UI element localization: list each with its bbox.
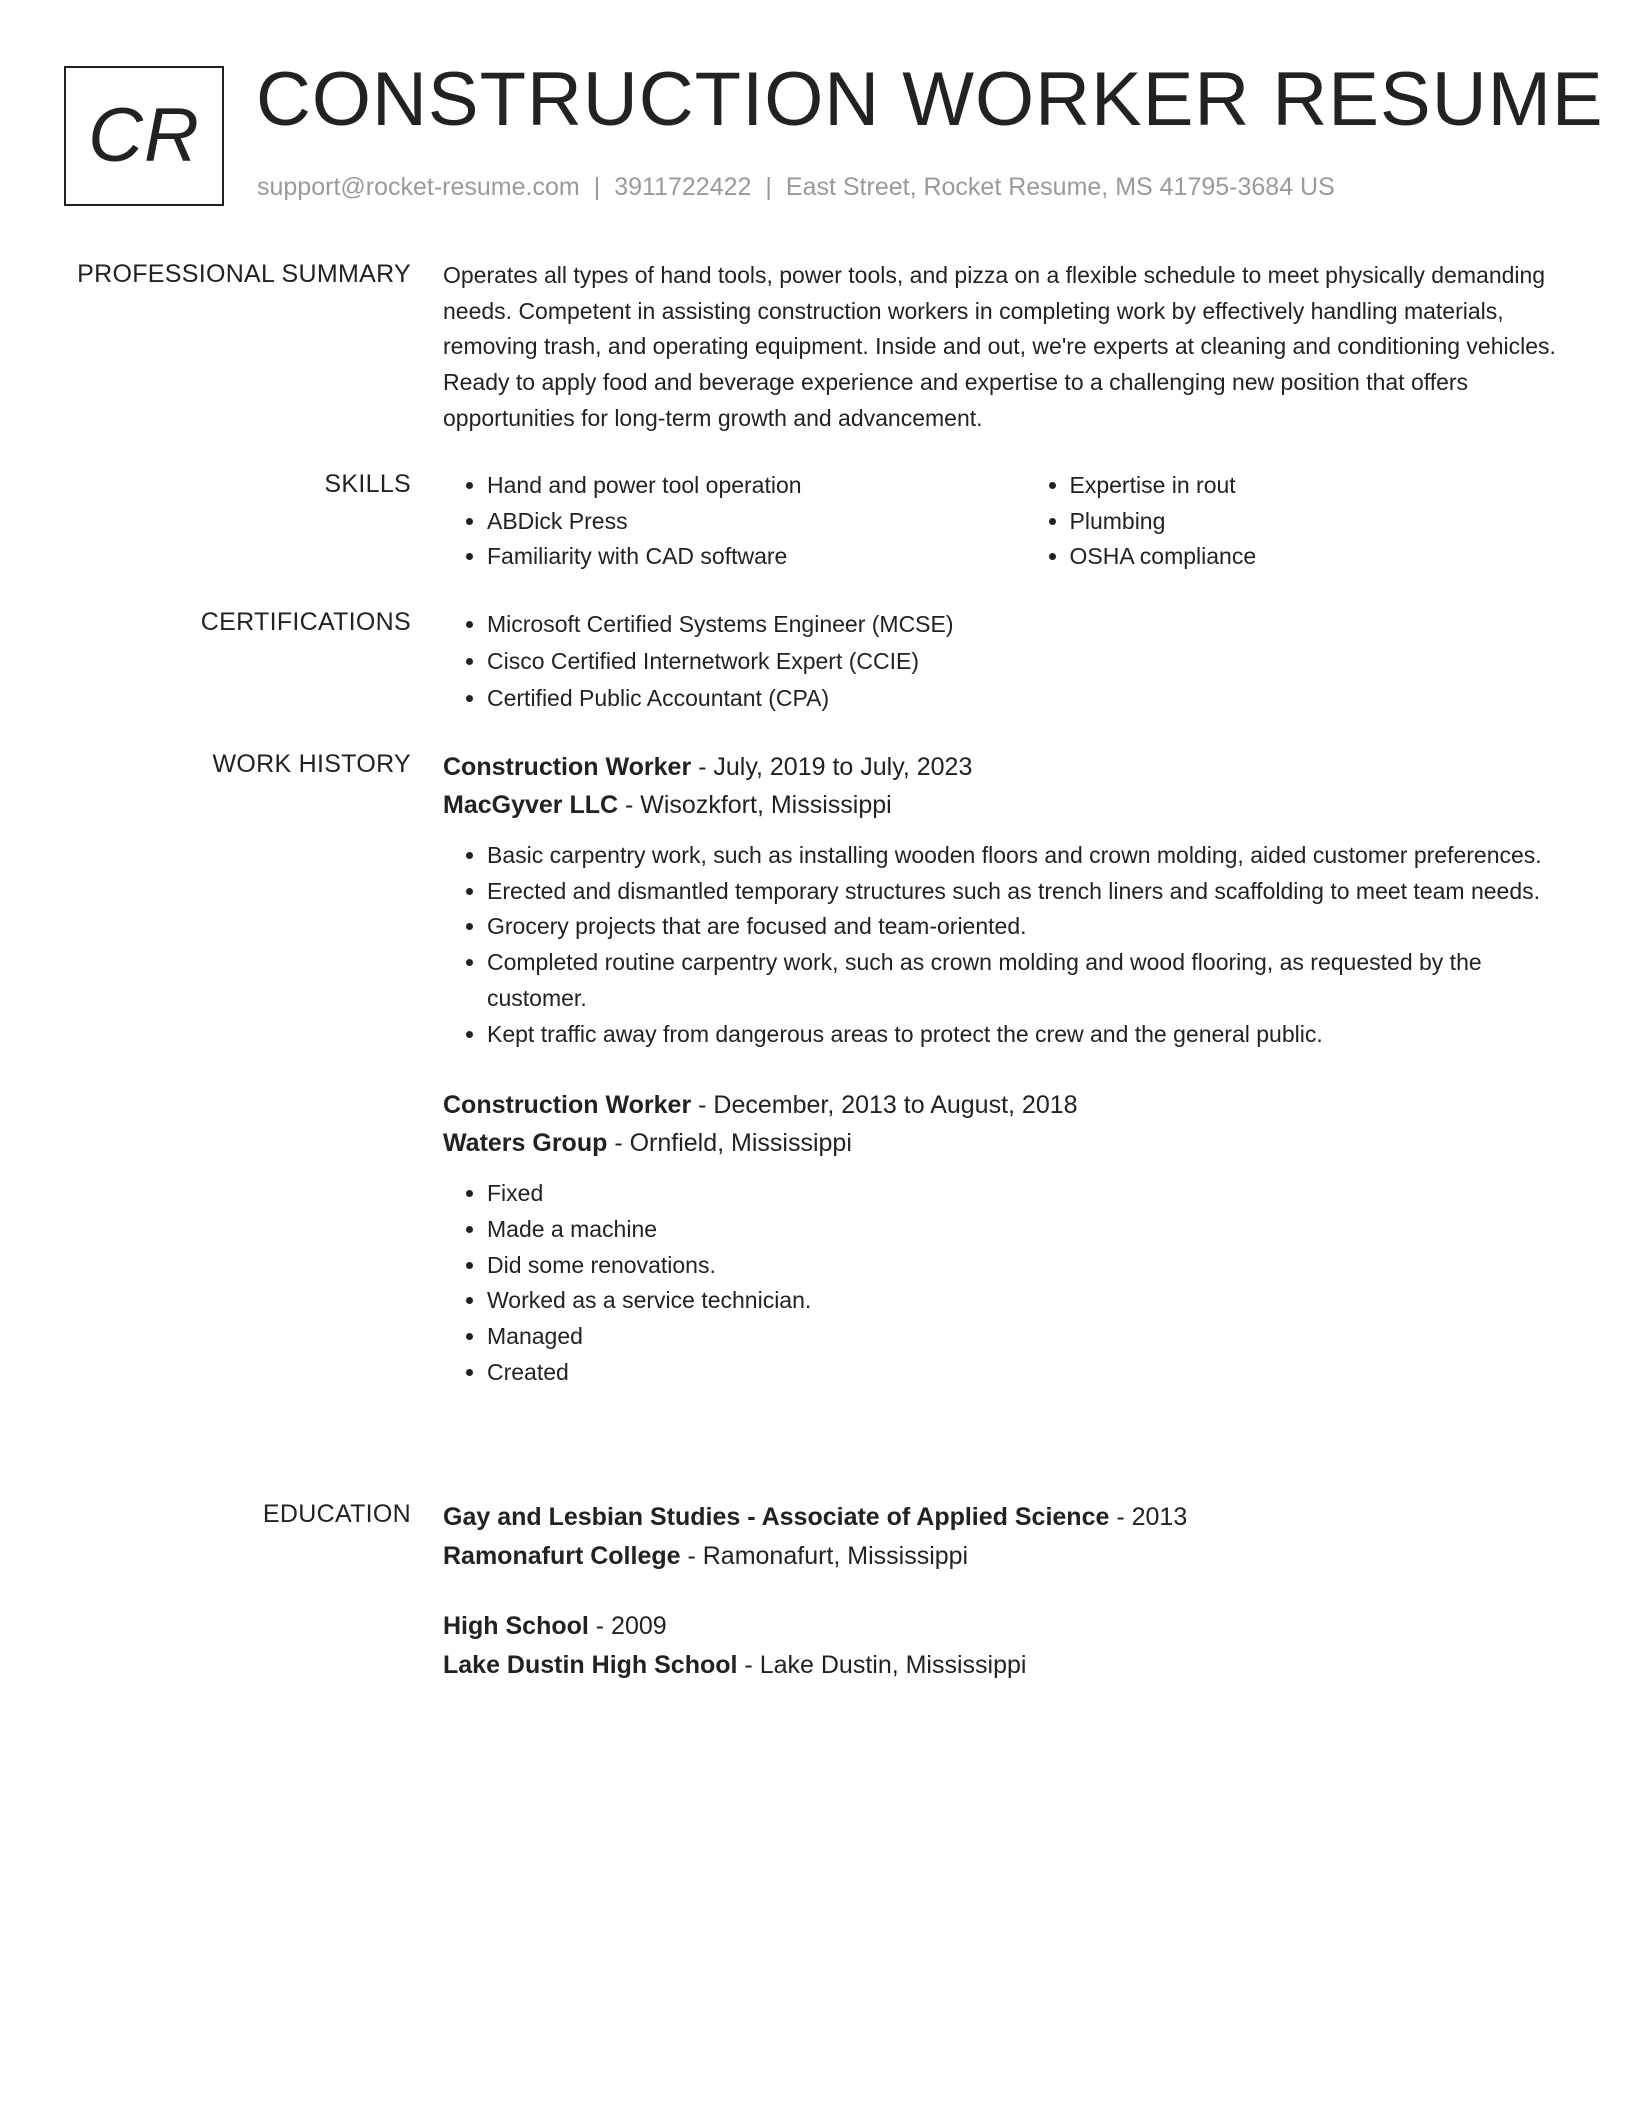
section-label-certifications: CERTIFICATIONS bbox=[200, 608, 411, 636]
work-history-body bbox=[443, 748, 1563, 1390]
skills-list bbox=[443, 468, 1563, 575]
education-year: - 2009 bbox=[588, 1612, 667, 1640]
education-entry bbox=[443, 1607, 1563, 1685]
section-label-education: EDUCATION bbox=[262, 1500, 411, 1528]
certification-item: • Microsoft Certified Systems Engineer (MCSE) bbox=[487, 606, 1563, 643]
job-company-line bbox=[443, 1124, 1563, 1162]
section-label-work-history: WORK HISTORY bbox=[212, 750, 411, 778]
education-degree-line bbox=[443, 1498, 1563, 1537]
education-location: - Lake Dustin, Mississippi bbox=[737, 1651, 1027, 1679]
job-bullets bbox=[443, 838, 1563, 1052]
monogram-box bbox=[64, 66, 224, 206]
job-entry bbox=[443, 748, 1563, 1052]
certification-item: • Certified Public Accountant (CPA) bbox=[487, 680, 1563, 717]
education-school-line bbox=[443, 1537, 1563, 1576]
skill-item: • Expertise in rout bbox=[1070, 468, 1564, 504]
education-year: - 2013 bbox=[1109, 1503, 1188, 1531]
skill-item: • Familiarity with CAD software bbox=[487, 539, 981, 575]
job-title-line bbox=[443, 748, 1563, 786]
resume-title: CONSTRUCTION WORKER RESUME bbox=[256, 57, 1604, 142]
education-degree: Gay and Lesbian Studies - Associate of Applied Science bbox=[443, 1503, 1110, 1531]
job-bullet: • Made a machine bbox=[487, 1212, 1563, 1248]
education-school: Ramonafurt College bbox=[443, 1542, 681, 1570]
contact-email: support@rocket-resume.com bbox=[257, 173, 580, 201]
skills-column-right bbox=[1026, 468, 1564, 575]
job-bullet: • Kept traffic away from dangerous areas to protect the crew and the general public. bbox=[487, 1017, 1563, 1053]
job-bullet: • Fixed bbox=[487, 1176, 1563, 1212]
skill-item: • Plumbing bbox=[1070, 504, 1564, 540]
education-degree-line bbox=[443, 1607, 1563, 1646]
job-company-line bbox=[443, 786, 1563, 824]
job-bullet: • Worked as a service technician. bbox=[487, 1283, 1563, 1319]
job-bullet: • Completed routine carpentry work, such as crown molding and wood flooring, as requested by the customer. bbox=[487, 945, 1563, 1016]
education-school-line bbox=[443, 1646, 1563, 1685]
education-degree: High School bbox=[443, 1612, 589, 1640]
skill-item: • Hand and power tool operation bbox=[487, 468, 981, 504]
job-title: Construction Worker bbox=[443, 753, 692, 781]
education-body bbox=[443, 1498, 1563, 1685]
job-bullets bbox=[443, 1176, 1563, 1390]
certifications-ul bbox=[443, 606, 1563, 717]
job-location: - Wisozkfort, Mississippi bbox=[618, 791, 892, 819]
job-entry bbox=[443, 1086, 1563, 1390]
certification-item: • Cisco Certified Internetwork Expert (CCIE) bbox=[487, 643, 1563, 680]
summary-text: Operates all types of hand tools, power tools, and pizza on a flexible schedule to meet physically demanding needs. Competent in assisting construction workers in completing work by effectively handling materials, removing trash, and operating equipment. Inside and out, we're experts at cleaning and conditioning vehicles. Ready to apply food and beverage experience and expertise to a challenging new position that offers opportunities for long-term growth and advancement. bbox=[443, 262, 1556, 431]
contact-separator: | bbox=[593, 173, 601, 201]
section-label-skills: SKILLS bbox=[324, 470, 411, 498]
education-location: - Ramonafurt, Mississippi bbox=[680, 1542, 969, 1570]
job-title: Construction Worker bbox=[443, 1091, 692, 1120]
skills-column-left bbox=[443, 468, 981, 575]
job-bullet: • Did some renovations. bbox=[487, 1248, 1563, 1284]
job-bullet: • Managed bbox=[487, 1319, 1563, 1355]
job-bullet: • Basic carpentry work, such as installing wooden floors and crown molding, aided customer preferences. bbox=[487, 838, 1563, 874]
section-label-summary: PROFESSIONAL SUMMARY bbox=[77, 260, 411, 288]
education-school: Lake Dustin High School bbox=[443, 1651, 738, 1679]
job-dates: - July, 2019 to July, 2023 bbox=[691, 753, 973, 781]
certifications-list bbox=[443, 606, 1563, 717]
skill-item: • OSHA compliance bbox=[1070, 539, 1564, 575]
job-dates: - December, 2013 to August, 2018 bbox=[691, 1091, 1078, 1120]
monogram-initials: CR bbox=[88, 93, 200, 178]
skill-item: • ABDick Press bbox=[487, 504, 981, 540]
job-bullet: • Erected and dismantled temporary structures such as trench liners and scaffolding to meet team needs. bbox=[487, 874, 1563, 910]
contact-separator: | bbox=[765, 173, 772, 201]
job-bullet: • Grocery projects that are focused and team-oriented. bbox=[487, 909, 1563, 945]
contact-address: East Street, Rocket Resume, MS 41795-3684 US bbox=[785, 173, 1335, 201]
job-title-line bbox=[443, 1086, 1563, 1124]
job-location: - Ornfield, Mississippi bbox=[607, 1129, 852, 1158]
job-company: Waters Group bbox=[443, 1129, 608, 1158]
contact-line bbox=[257, 172, 1335, 202]
contact-phone: 3911722422 bbox=[614, 173, 752, 201]
education-entry bbox=[443, 1498, 1563, 1576]
job-bullet: • Created bbox=[487, 1355, 1563, 1391]
job-company: MacGyver LLC bbox=[443, 791, 619, 819]
